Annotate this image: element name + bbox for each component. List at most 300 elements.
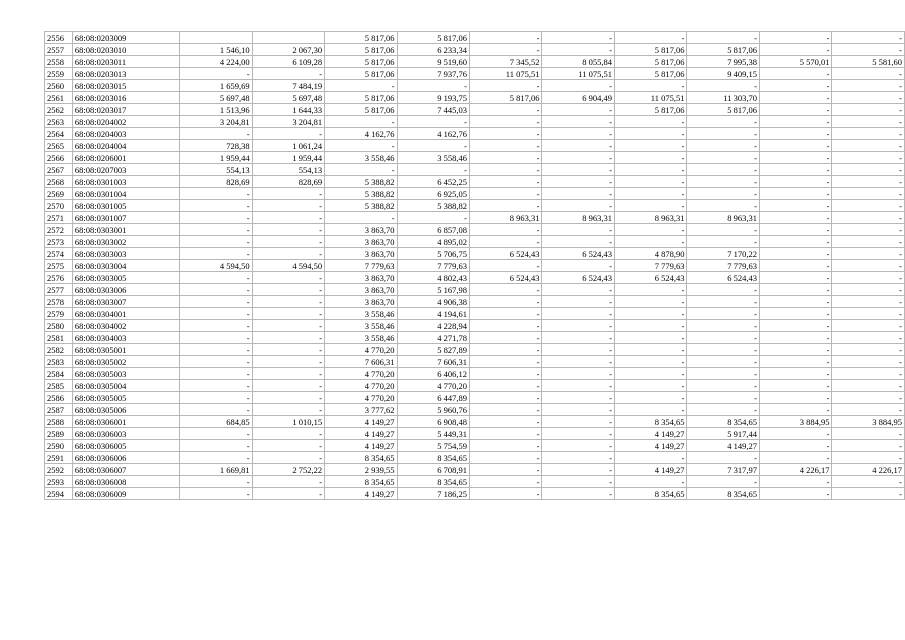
value-cell[interactable]: - [252, 188, 324, 200]
cadastral-number-cell[interactable]: 68:08:0305005 [72, 392, 179, 404]
value-cell[interactable]: - [614, 476, 687, 488]
value-cell[interactable]: - [542, 128, 615, 140]
value-cell[interactable]: - [832, 236, 905, 248]
cadastral-number-cell[interactable]: 68:08:0303003 [72, 248, 179, 260]
value-cell[interactable]: - [759, 308, 831, 320]
value-cell[interactable]: - [614, 128, 687, 140]
value-cell[interactable]: - [325, 116, 397, 128]
value-cell[interactable]: - [252, 440, 324, 452]
cadastral-number-cell[interactable]: 68:08:0305004 [72, 380, 179, 392]
value-cell[interactable]: - [687, 368, 760, 380]
value-cell[interactable]: - [832, 188, 905, 200]
value-cell[interactable]: - [614, 368, 687, 380]
value-cell[interactable]: 1 061,24 [252, 140, 324, 152]
row-number-cell[interactable]: 2583 [45, 356, 73, 368]
value-cell[interactable]: - [180, 200, 252, 212]
value-cell[interactable]: 4 162,76 [325, 128, 397, 140]
value-cell[interactable]: - [832, 428, 905, 440]
value-cell[interactable]: - [759, 344, 831, 356]
value-cell[interactable]: 4 224,00 [180, 56, 252, 68]
value-cell[interactable]: 4 271,78 [397, 332, 469, 344]
value-cell[interactable]: 1 659,69 [180, 80, 252, 92]
value-cell[interactable]: 8 963,31 [687, 212, 760, 224]
value-cell[interactable]: - [687, 344, 760, 356]
value-cell[interactable]: 5 388,82 [325, 176, 397, 188]
row-number-cell[interactable]: 2580 [45, 320, 73, 332]
value-cell[interactable]: - [832, 488, 905, 500]
value-cell[interactable]: - [325, 140, 397, 152]
value-cell[interactable]: - [180, 452, 252, 464]
value-cell[interactable]: - [469, 452, 542, 464]
value-cell[interactable]: - [759, 452, 831, 464]
value-cell[interactable]: - [687, 476, 760, 488]
value-cell[interactable]: - [469, 476, 542, 488]
value-cell[interactable]: - [832, 212, 905, 224]
value-cell[interactable]: - [469, 236, 542, 248]
cadastral-number-cell[interactable]: 68:08:0303006 [72, 284, 179, 296]
value-cell[interactable]: 5 167,98 [397, 284, 469, 296]
value-cell[interactable]: - [759, 80, 831, 92]
value-cell[interactable]: 7 317,97 [687, 464, 760, 476]
value-cell[interactable]: - [832, 296, 905, 308]
value-cell[interactable]: - [832, 200, 905, 212]
value-cell[interactable]: 11 075,51 [469, 68, 542, 80]
value-cell[interactable]: - [542, 104, 615, 116]
value-cell[interactable]: - [614, 284, 687, 296]
value-cell[interactable]: - [832, 452, 905, 464]
value-cell[interactable]: 5 388,82 [397, 200, 469, 212]
value-cell[interactable]: 4 906,38 [397, 296, 469, 308]
value-cell[interactable]: - [832, 356, 905, 368]
cadastral-number-cell[interactable]: 68:08:0303002 [72, 236, 179, 248]
cadastral-number-cell[interactable]: 68:08:0306001 [72, 416, 179, 428]
value-cell[interactable]: 7 779,63 [614, 260, 687, 272]
value-cell[interactable]: - [759, 68, 831, 80]
value-cell[interactable]: - [759, 356, 831, 368]
row-number-cell[interactable]: 2587 [45, 404, 73, 416]
value-cell[interactable]: 3 863,70 [325, 296, 397, 308]
value-cell[interactable]: - [180, 356, 252, 368]
value-cell[interactable]: - [252, 356, 324, 368]
value-cell[interactable]: 7 186,25 [397, 488, 469, 500]
value-cell[interactable]: - [180, 128, 252, 140]
value-cell[interactable]: 6 524,43 [469, 272, 542, 284]
value-cell[interactable]: 6 452,25 [397, 176, 469, 188]
value-cell[interactable]: - [687, 236, 760, 248]
value-cell[interactable]: - [469, 128, 542, 140]
value-cell[interactable]: 3 777,62 [325, 404, 397, 416]
cadastral-number-cell[interactable]: 68:08:0306007 [72, 464, 179, 476]
value-cell[interactable]: - [687, 32, 760, 44]
value-cell[interactable]: 4 770,20 [325, 368, 397, 380]
value-cell[interactable]: - [687, 392, 760, 404]
value-cell[interactable]: 6 708,91 [397, 464, 469, 476]
value-cell[interactable]: - [469, 296, 542, 308]
row-number-cell[interactable]: 2581 [45, 332, 73, 344]
value-cell[interactable]: - [180, 296, 252, 308]
value-cell[interactable]: - [252, 392, 324, 404]
value-cell[interactable]: - [180, 428, 252, 440]
value-cell[interactable]: - [687, 140, 760, 152]
value-cell[interactable]: 3 204,81 [252, 116, 324, 128]
value-cell[interactable]: - [832, 368, 905, 380]
value-cell[interactable]: 3 863,70 [325, 248, 397, 260]
value-cell[interactable]: - [180, 380, 252, 392]
value-cell[interactable]: - [759, 152, 831, 164]
value-cell[interactable]: 5 754,59 [397, 440, 469, 452]
value-cell[interactable]: 6 524,43 [614, 272, 687, 284]
value-cell[interactable]: 7 345,52 [469, 56, 542, 68]
cadastral-number-cell[interactable]: 68:08:0303005 [72, 272, 179, 284]
value-cell[interactable]: 8 354,65 [397, 452, 469, 464]
cadastral-number-cell[interactable]: 68:08:0306005 [72, 440, 179, 452]
value-cell[interactable]: - [252, 212, 324, 224]
value-cell[interactable]: - [687, 152, 760, 164]
value-cell[interactable]: - [832, 392, 905, 404]
row-number-cell[interactable]: 2566 [45, 152, 73, 164]
value-cell[interactable]: - [252, 476, 324, 488]
row-number-cell[interactable]: 2582 [45, 344, 73, 356]
value-cell[interactable]: 5 817,06 [325, 104, 397, 116]
value-cell[interactable]: 3 558,46 [325, 332, 397, 344]
value-cell[interactable]: 1 669,81 [180, 464, 252, 476]
value-cell[interactable]: - [832, 140, 905, 152]
value-cell[interactable]: - [469, 104, 542, 116]
row-number-cell[interactable]: 2573 [45, 236, 73, 248]
row-number-cell[interactable]: 2570 [45, 200, 73, 212]
value-cell[interactable]: - [180, 392, 252, 404]
value-cell[interactable]: - [759, 104, 831, 116]
value-cell[interactable]: - [759, 176, 831, 188]
value-cell[interactable]: 6 857,08 [397, 224, 469, 236]
cadastral-number-cell[interactable]: 68:08:0203009 [72, 32, 179, 44]
value-cell[interactable]: - [687, 284, 760, 296]
row-number-cell[interactable]: 2567 [45, 164, 73, 176]
value-cell[interactable]: 7 445,03 [397, 104, 469, 116]
value-cell[interactable]: - [469, 224, 542, 236]
value-cell[interactable]: 5 388,82 [325, 200, 397, 212]
value-cell[interactable]: - [687, 332, 760, 344]
row-number-cell[interactable]: 2579 [45, 308, 73, 320]
value-cell[interactable]: 5 817,06 [325, 32, 397, 44]
value-cell[interactable]: - [542, 332, 615, 344]
value-cell[interactable]: 828,69 [252, 176, 324, 188]
value-cell[interactable]: - [469, 260, 542, 272]
value-cell[interactable]: - [542, 464, 615, 476]
value-cell[interactable]: - [614, 224, 687, 236]
value-cell[interactable]: - [252, 284, 324, 296]
value-cell[interactable]: - [832, 176, 905, 188]
value-cell[interactable]: - [687, 404, 760, 416]
value-cell[interactable]: - [832, 32, 905, 44]
value-cell[interactable]: - [542, 44, 615, 56]
value-cell[interactable]: - [252, 404, 324, 416]
cadastral-number-cell[interactable]: 68:08:0204002 [72, 116, 179, 128]
value-cell[interactable]: 6 524,43 [542, 272, 615, 284]
value-cell[interactable]: 6 447,89 [397, 392, 469, 404]
value-cell[interactable]: - [614, 200, 687, 212]
value-cell[interactable]: - [542, 308, 615, 320]
value-cell[interactable]: - [469, 164, 542, 176]
value-cell[interactable]: - [687, 164, 760, 176]
cadastral-number-cell[interactable]: 68:08:0304003 [72, 332, 179, 344]
value-cell[interactable]: - [759, 380, 831, 392]
value-cell[interactable]: - [759, 320, 831, 332]
value-cell[interactable]: - [832, 320, 905, 332]
value-cell[interactable]: - [469, 116, 542, 128]
value-cell[interactable]: - [325, 80, 397, 92]
value-cell[interactable]: 3 558,46 [325, 152, 397, 164]
value-cell[interactable]: - [252, 68, 324, 80]
value-cell[interactable]: - [469, 44, 542, 56]
value-cell[interactable]: 6 524,43 [469, 248, 542, 260]
value-cell[interactable]: - [469, 392, 542, 404]
value-cell[interactable]: - [180, 344, 252, 356]
value-cell[interactable]: 5 817,06 [614, 104, 687, 116]
value-cell[interactable]: - [759, 140, 831, 152]
value-cell[interactable]: - [252, 236, 324, 248]
value-cell[interactable]: 4 895,02 [397, 236, 469, 248]
row-number-cell[interactable]: 2564 [45, 128, 73, 140]
value-cell[interactable]: 4 149,27 [325, 428, 397, 440]
value-cell[interactable]: - [759, 116, 831, 128]
value-cell[interactable]: - [180, 224, 252, 236]
value-cell[interactable]: - [469, 308, 542, 320]
value-cell[interactable]: - [832, 68, 905, 80]
value-cell[interactable]: 684,85 [180, 416, 252, 428]
value-cell[interactable]: 7 606,31 [325, 356, 397, 368]
value-cell[interactable]: 8 055,84 [542, 56, 615, 68]
value-cell[interactable]: - [614, 152, 687, 164]
cadastral-number-cell[interactable]: 68:08:0203016 [72, 92, 179, 104]
value-cell[interactable]: - [832, 440, 905, 452]
cadastral-number-cell[interactable]: 68:08:0207003 [72, 164, 179, 176]
value-cell[interactable]: 5 388,82 [325, 188, 397, 200]
value-cell[interactable]: - [614, 176, 687, 188]
row-number-cell[interactable]: 2561 [45, 92, 73, 104]
value-cell[interactable]: - [614, 188, 687, 200]
value-cell[interactable]: - [469, 356, 542, 368]
row-number-cell[interactable]: 2594 [45, 488, 73, 500]
value-cell[interactable]: 7 779,63 [397, 260, 469, 272]
value-cell[interactable]: - [469, 176, 542, 188]
value-cell[interactable]: 6 524,43 [542, 248, 615, 260]
value-cell[interactable]: - [759, 128, 831, 140]
row-number-cell[interactable]: 2558 [45, 56, 73, 68]
cadastral-number-cell[interactable]: 68:08:0305006 [72, 404, 179, 416]
value-cell[interactable]: - [759, 296, 831, 308]
value-cell[interactable]: - [832, 332, 905, 344]
value-cell[interactable]: 4 149,27 [325, 416, 397, 428]
row-number-cell[interactable]: 2565 [45, 140, 73, 152]
value-cell[interactable]: 3 884,95 [759, 416, 831, 428]
value-cell[interactable]: 3 558,46 [397, 152, 469, 164]
value-cell[interactable]: - [180, 188, 252, 200]
value-cell[interactable]: 8 354,65 [614, 416, 687, 428]
value-cell[interactable]: 1 010,15 [252, 416, 324, 428]
value-cell[interactable]: 6 904,49 [542, 92, 615, 104]
value-cell[interactable]: - [759, 224, 831, 236]
value-cell[interactable]: 7 779,63 [325, 260, 397, 272]
value-cell[interactable]: - [469, 332, 542, 344]
value-cell[interactable]: - [687, 296, 760, 308]
row-number-cell[interactable]: 2585 [45, 380, 73, 392]
value-cell[interactable]: 5 581,60 [832, 56, 905, 68]
value-cell[interactable]: - [759, 332, 831, 344]
value-cell[interactable]: 11 303,70 [687, 92, 760, 104]
value-cell[interactable]: - [252, 320, 324, 332]
row-number-cell[interactable]: 2575 [45, 260, 73, 272]
value-cell[interactable]: 9 519,60 [397, 56, 469, 68]
value-cell[interactable]: - [687, 176, 760, 188]
value-cell[interactable]: 1 959,44 [252, 152, 324, 164]
value-cell[interactable]: 3 558,46 [325, 320, 397, 332]
value-cell[interactable]: - [542, 284, 615, 296]
value-cell[interactable]: - [542, 140, 615, 152]
value-cell[interactable]: - [687, 452, 760, 464]
cadastral-number-cell[interactable]: 68:08:0305003 [72, 368, 179, 380]
value-cell[interactable]: 8 354,65 [325, 476, 397, 488]
value-cell[interactable]: 2 752,22 [252, 464, 324, 476]
value-cell[interactable]: - [542, 356, 615, 368]
value-cell[interactable]: 5 570,01 [759, 56, 831, 68]
value-cell[interactable]: - [542, 236, 615, 248]
value-cell[interactable]: 9 409,15 [687, 68, 760, 80]
value-cell[interactable] [252, 32, 324, 44]
value-cell[interactable]: 8 354,65 [325, 452, 397, 464]
value-cell[interactable]: - [687, 320, 760, 332]
value-cell[interactable]: 5 817,06 [325, 92, 397, 104]
value-cell[interactable]: 4 594,50 [180, 260, 252, 272]
value-cell[interactable]: 554,13 [252, 164, 324, 176]
cadastral-number-cell[interactable]: 68:08:0204004 [72, 140, 179, 152]
value-cell[interactable]: - [542, 476, 615, 488]
value-cell[interactable]: 7 170,22 [687, 248, 760, 260]
cadastral-number-cell[interactable]: 68:08:0301004 [72, 188, 179, 200]
value-cell[interactable]: 8 354,65 [687, 488, 760, 500]
value-cell[interactable]: 5 706,75 [397, 248, 469, 260]
value-cell[interactable]: 6 524,43 [687, 272, 760, 284]
value-cell[interactable]: 1 959,44 [180, 152, 252, 164]
value-cell[interactable]: - [542, 428, 615, 440]
value-cell[interactable]: - [687, 308, 760, 320]
value-cell[interactable]: 6 233,34 [397, 44, 469, 56]
value-cell[interactable]: - [252, 332, 324, 344]
value-cell[interactable]: - [180, 284, 252, 296]
value-cell[interactable]: - [180, 320, 252, 332]
cadastral-number-cell[interactable]: 68:08:0203017 [72, 104, 179, 116]
value-cell[interactable]: - [542, 368, 615, 380]
value-cell[interactable]: - [614, 380, 687, 392]
value-cell[interactable]: - [542, 176, 615, 188]
value-cell[interactable]: - [832, 80, 905, 92]
cadastral-number-cell[interactable]: 68:08:0304001 [72, 308, 179, 320]
value-cell[interactable]: 4 770,20 [325, 392, 397, 404]
row-number-cell[interactable]: 2563 [45, 116, 73, 128]
value-cell[interactable]: - [614, 140, 687, 152]
value-cell[interactable]: 6 406,12 [397, 368, 469, 380]
cadastral-number-cell[interactable]: 68:08:0306003 [72, 428, 179, 440]
value-cell[interactable]: 828,69 [180, 176, 252, 188]
value-cell[interactable]: 4 770,20 [397, 380, 469, 392]
cadastral-number-cell[interactable]: 68:08:0301003 [72, 176, 179, 188]
value-cell[interactable]: 8 354,65 [687, 416, 760, 428]
value-cell[interactable]: - [469, 368, 542, 380]
value-cell[interactable]: - [832, 248, 905, 260]
value-cell[interactable]: 6 925,05 [397, 188, 469, 200]
value-cell[interactable]: - [832, 404, 905, 416]
cadastral-number-cell[interactable]: 68:08:0301007 [72, 212, 179, 224]
cadastral-number-cell[interactable]: 68:08:0203010 [72, 44, 179, 56]
value-cell[interactable]: 3 558,46 [325, 308, 397, 320]
row-number-cell[interactable]: 2590 [45, 440, 73, 452]
value-cell[interactable]: - [759, 200, 831, 212]
value-cell[interactable]: - [180, 272, 252, 284]
value-cell[interactable]: - [759, 404, 831, 416]
value-cell[interactable]: - [614, 356, 687, 368]
value-cell[interactable]: - [469, 488, 542, 500]
value-cell[interactable]: 4 162,76 [397, 128, 469, 140]
row-number-cell[interactable]: 2560 [45, 80, 73, 92]
row-number-cell[interactable]: 2559 [45, 68, 73, 80]
value-cell[interactable]: 5 817,06 [325, 44, 397, 56]
value-cell[interactable]: - [542, 152, 615, 164]
value-cell[interactable]: - [252, 296, 324, 308]
value-cell[interactable]: - [614, 164, 687, 176]
value-cell[interactable]: 5 817,06 [325, 56, 397, 68]
row-number-cell[interactable]: 2556 [45, 32, 73, 44]
value-cell[interactable]: - [832, 44, 905, 56]
value-cell[interactable]: - [687, 200, 760, 212]
value-cell[interactable]: - [614, 320, 687, 332]
value-cell[interactable]: 8 963,31 [614, 212, 687, 224]
value-cell[interactable]: 4 594,50 [252, 260, 324, 272]
value-cell[interactable]: - [397, 212, 469, 224]
value-cell[interactable]: - [759, 488, 831, 500]
value-cell[interactable]: - [614, 392, 687, 404]
value-cell[interactable]: 5 697,48 [180, 92, 252, 104]
value-cell[interactable]: - [542, 344, 615, 356]
value-cell[interactable]: - [614, 80, 687, 92]
value-cell[interactable]: 5 817,06 [397, 32, 469, 44]
value-cell[interactable]: 8 354,65 [397, 476, 469, 488]
value-cell[interactable]: 5 817,06 [614, 44, 687, 56]
value-cell[interactable]: - [252, 344, 324, 356]
value-cell[interactable]: - [252, 452, 324, 464]
value-cell[interactable]: 3 863,70 [325, 272, 397, 284]
value-cell[interactable]: - [614, 332, 687, 344]
value-cell[interactable]: 5 817,06 [687, 44, 760, 56]
value-cell[interactable]: 5 817,06 [614, 68, 687, 80]
value-cell[interactable]: 5 697,48 [252, 92, 324, 104]
value-cell[interactable]: - [832, 272, 905, 284]
value-cell[interactable]: - [832, 224, 905, 236]
cadastral-number-cell[interactable]: 68:08:0303007 [72, 296, 179, 308]
value-cell[interactable]: 3 204,81 [180, 116, 252, 128]
value-cell[interactable]: 5 817,06 [687, 104, 760, 116]
value-cell[interactable]: - [469, 284, 542, 296]
value-cell[interactable]: - [832, 104, 905, 116]
value-cell[interactable]: - [542, 488, 615, 500]
value-cell[interactable]: - [542, 380, 615, 392]
value-cell[interactable]: - [614, 236, 687, 248]
value-cell[interactable]: 11 075,51 [542, 68, 615, 80]
value-cell[interactable]: 8 354,65 [614, 488, 687, 500]
row-number-cell[interactable]: 2557 [45, 44, 73, 56]
row-number-cell[interactable]: 2571 [45, 212, 73, 224]
value-cell[interactable]: - [252, 428, 324, 440]
value-cell[interactable]: - [759, 236, 831, 248]
